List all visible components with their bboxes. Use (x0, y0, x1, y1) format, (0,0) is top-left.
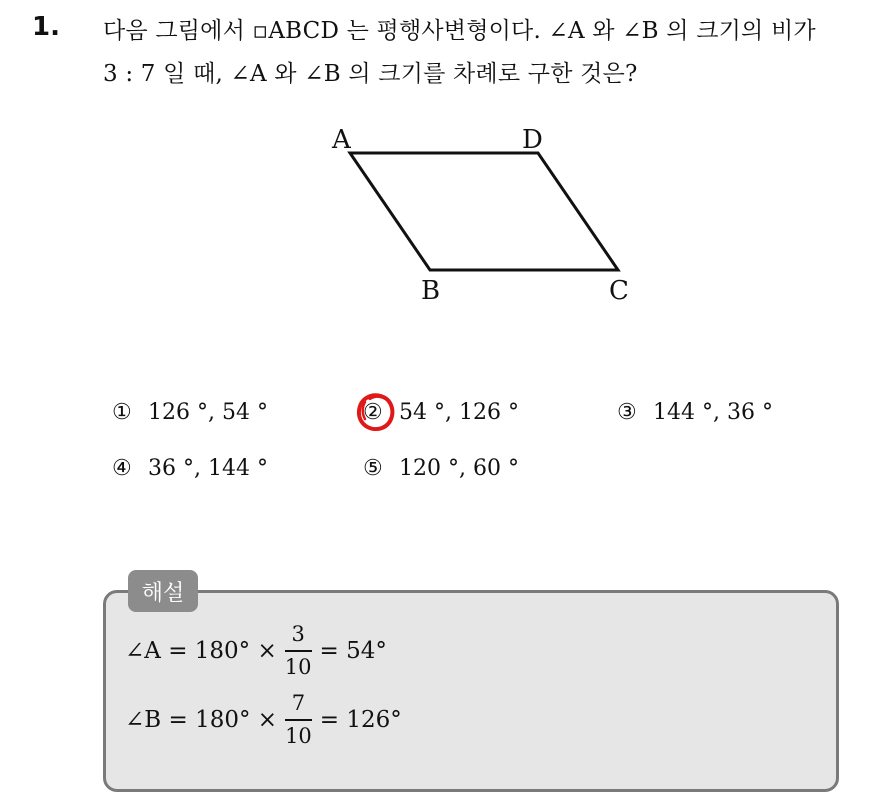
choice-5-mark: ⑤ (363, 456, 383, 481)
eq-b-numerator: 7 (291, 691, 306, 715)
choice-4-text: 36 °, 144 ° (148, 456, 268, 481)
choice-1-mark: ① (112, 400, 132, 425)
choice-5-text: 120 °, 60 ° (399, 456, 519, 481)
question-number: 1. (32, 12, 60, 42)
choice-4-mark: ④ (112, 456, 132, 481)
eq-a-numerator: 3 (291, 622, 305, 646)
eq-a-denominator: 10 (284, 655, 312, 679)
eq-b-denominator: 10 (285, 724, 312, 748)
choice-3[interactable] (617, 400, 773, 425)
choice-2-text: 54 °, 126 ° (399, 400, 519, 425)
choice-4[interactable] (112, 456, 268, 481)
vertex-label-b: B (421, 276, 441, 306)
solution-equation-b (125, 693, 402, 747)
eq-b-rhs: = 126° (319, 707, 402, 733)
choice-2-mark: ② (363, 400, 383, 425)
eq-b-lhs: ∠B = 180° × (125, 707, 278, 733)
choice-5[interactable] (363, 456, 519, 481)
choice-3-mark: ③ (617, 400, 637, 425)
choice-3-text: 144 °, 36 ° (653, 400, 773, 425)
solution-box (103, 590, 839, 792)
parallelogram-shape (350, 153, 618, 270)
solution-equation-a (125, 624, 387, 678)
eq-a-fraction (285, 624, 312, 678)
eq-a-rhs: = 54° (319, 638, 387, 664)
choice-1-text: 126 °, 54 ° (148, 400, 268, 425)
answer-circle-mark (353, 388, 401, 436)
question-text-line-1: 다음 그림에서 ▫ABCD 는 평행사변형이다. ∠A 와 ∠B 의 크기의 비가 (103, 18, 816, 44)
parallelogram-figure (320, 118, 650, 308)
solution-tab: 해설 (128, 570, 198, 612)
eq-a-lhs: ∠A = 180° × (125, 638, 277, 664)
vertex-label-c: C (609, 276, 629, 306)
vertex-label-a: A (332, 125, 351, 155)
vertex-label-d: D (522, 125, 543, 155)
question-text-line-2: 3 : 7 일 때, ∠A 와 ∠B 의 크기를 차례로 구한 것은? (103, 61, 638, 87)
choice-1[interactable] (112, 400, 268, 425)
eq-b-fraction (285, 693, 312, 747)
